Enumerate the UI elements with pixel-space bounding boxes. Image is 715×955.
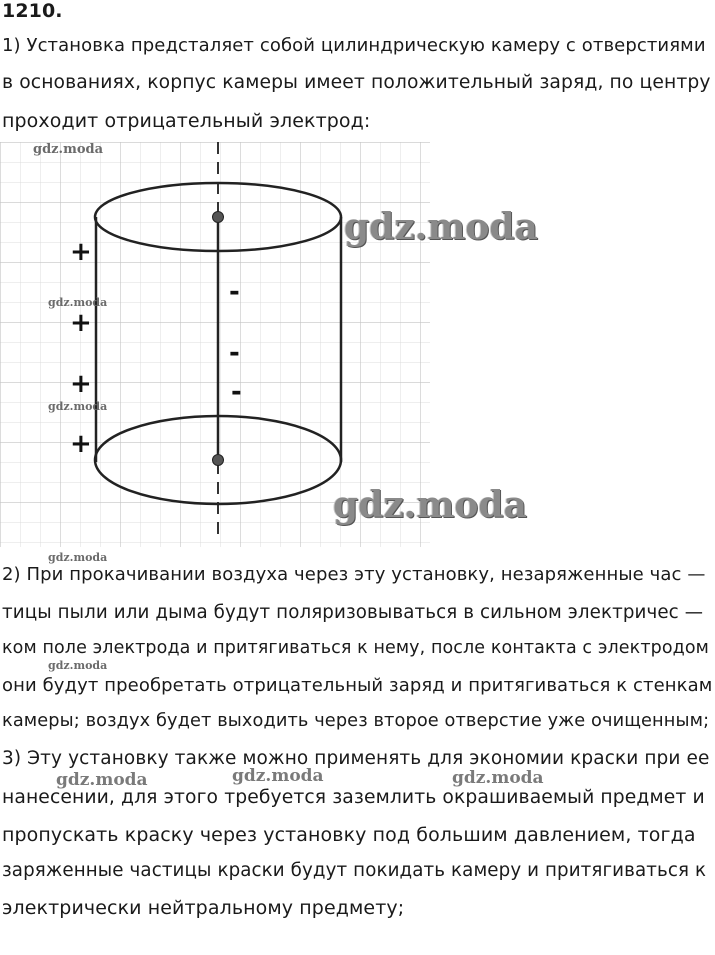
plus-sign-1: + bbox=[70, 237, 92, 267]
problem-number: 1210. bbox=[2, 0, 63, 22]
electrode-top-point bbox=[213, 212, 224, 223]
watermark-large: gdz.moda bbox=[344, 206, 538, 248]
minus-sign-3: - bbox=[231, 377, 242, 407]
part2-line-4: они будут преобретать отрицательный заряд и притягиваться к стенкам bbox=[2, 675, 713, 696]
watermark-mid: gdz.moda bbox=[232, 766, 324, 786]
watermark-small: gdz.moda bbox=[48, 296, 108, 309]
watermark-small: gdz.moda bbox=[33, 142, 104, 157]
part3-line-5: электрически нейтральному предмету; bbox=[2, 897, 405, 919]
electrode-bottom-point bbox=[213, 455, 224, 466]
part3-line-4: заряженные частицы краски будут покидать камеру и притягиваться к bbox=[2, 860, 707, 881]
plus-sign-3: + bbox=[70, 369, 92, 399]
plus-sign-4: + bbox=[70, 429, 92, 459]
watermark-mid: gdz.moda bbox=[452, 768, 544, 788]
part2-line-2: тицы пыли или дыма будут поляризовываться в сильном электричес — bbox=[2, 602, 704, 623]
part1-line-1: 1) Установка предсталяет собой цилиндрическую камеру с отверстиями bbox=[2, 35, 706, 56]
part2-line-1: 2) При прокачивании воздуха через эту установку, незаряженные час — bbox=[2, 564, 706, 585]
watermark-small: gdz.moda bbox=[48, 551, 108, 564]
part3-line-2: нанесении, для этого требуется заземлить окрашиваемый предмет и bbox=[2, 787, 705, 808]
watermark-mid: gdz.moda bbox=[56, 770, 148, 790]
part1-line-3: проходит отрицательный электрод: bbox=[2, 110, 371, 132]
watermark-large: gdz.moda bbox=[333, 484, 527, 526]
part1-line-2: в основаниях, корпус камеры имеет положительный заряд, по центру bbox=[2, 72, 711, 93]
part3-line-3: пропускать краску через установку под большим давлением, тогда bbox=[2, 824, 696, 846]
part2-line-3: ком поле электрода и притягиваться к нему, после контакта с электродом bbox=[2, 638, 709, 658]
part3-line-1: 3) Эту установку также можно применять для экономии краски при ее bbox=[2, 748, 710, 769]
plus-sign-2: + bbox=[70, 308, 92, 338]
minus-sign-1: - bbox=[229, 277, 240, 307]
minus-sign-2: - bbox=[229, 338, 240, 368]
part2-line-5: камеры; воздух будет выходить через второе отверстие уже очищенным; bbox=[2, 711, 710, 731]
watermark-small: gdz.moda bbox=[48, 659, 108, 672]
watermark-small: gdz.moda bbox=[48, 400, 108, 413]
